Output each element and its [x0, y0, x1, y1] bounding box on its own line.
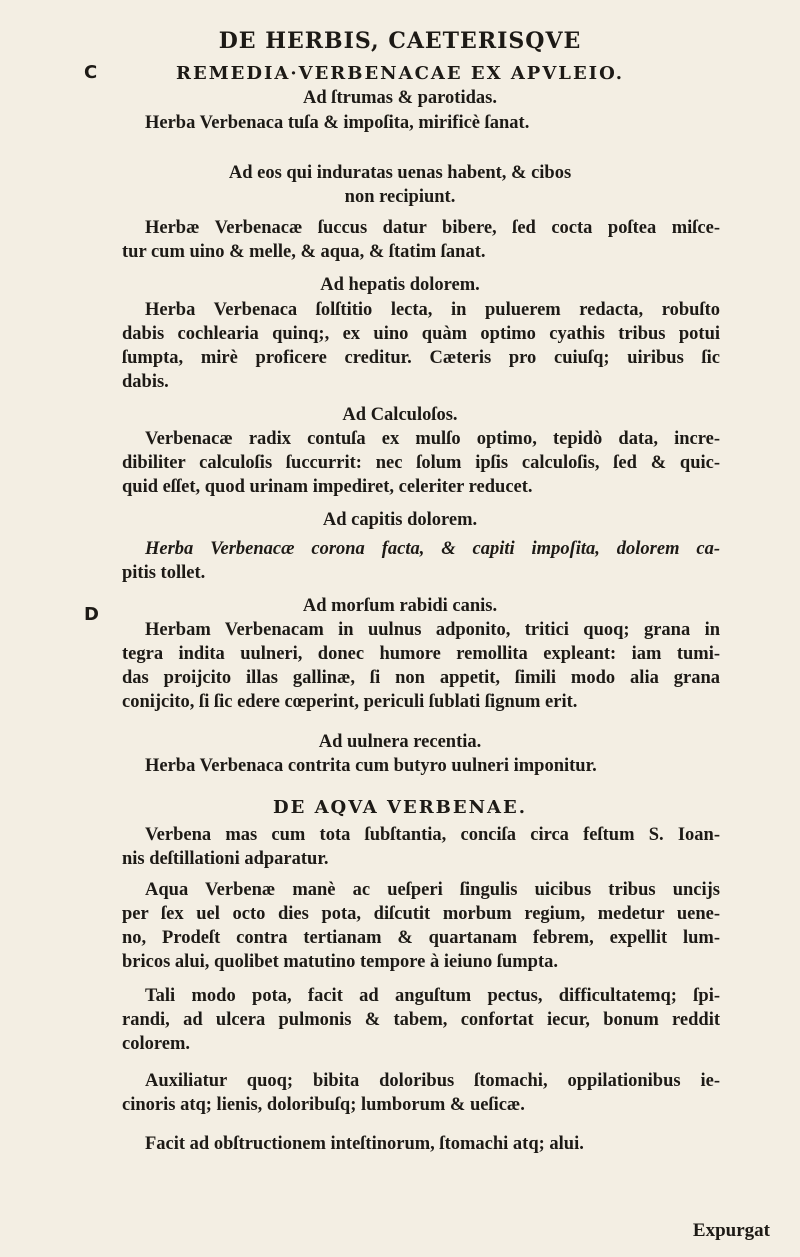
paragraph-line: Herba Verbenaca contrita cum butyro uulneri imponitur. [145, 756, 597, 776]
paragraph-line: Herba Verbenaca tuſa & impoſita, mirificè ſanat. [145, 113, 530, 133]
paragraph-line: Herbam Verbenacam in uulnus adponito, tritici quoq; grana in [145, 620, 720, 640]
paragraph-line: dibiliter calculoſis ſuccurrit: nec ſolum ipſis calculoſis, ſed & quic- [122, 453, 720, 473]
margin-letter-d: D [84, 604, 99, 625]
heading-capitis: Ad capitis dolorem. [322, 510, 478, 530]
paragraph-line: Facit ad obſtructionem inteſtinorum, ſtomachi atq; alui. [145, 1134, 584, 1154]
paragraph-line: tur cum uino & melle, & aqua, & ſtatim ſanat. [122, 242, 486, 262]
paragraph-line: Verbenacæ radix contuſa ex mulſo optimo, tepidò data, incre- [145, 429, 720, 449]
paragraph-line: conijcito, ſi ſic edere cœperint, periculi ſublati ſignum erit. [122, 692, 578, 712]
paragraph-line: ſumpta, mirè proficere creditur. Cæteris pro cuiuſq; uiribus ſic [122, 348, 720, 368]
paragraph-line: bricos alui, quolibet matutino tempore à ieiuno ſumpta. [122, 952, 558, 972]
paragraph-line: Verbena mas cum tota ſubſtantia, conciſa circa feſtum S. Ioan- [145, 825, 720, 845]
heading-hepatis: Ad hepatis dolorem. [320, 275, 480, 295]
paragraph-line: colorem. [122, 1034, 190, 1054]
paragraph-line: Tali modo pota, facit ad anguſtum pectus, difficultatemq; ſpi- [145, 986, 720, 1006]
paragraph-line: randi, ad ulcera pulmonis & tabem, confortat iecur, bonum reddit [122, 1010, 720, 1030]
paragraph-line: Herba Verbenaca ſolſtitio lecta, in puluerem redacta, robuſto [145, 300, 720, 320]
paragraph-line: dabis cochlearia quinq;, ex uino quàm optimo cyathis tribus potui [122, 324, 720, 344]
paragraph-line: tegra indita uulneri, donec humore remollita expleant: iam tumi- [122, 644, 720, 664]
margin-letter-c: C [84, 62, 98, 83]
paragraph-line: dabis. [122, 372, 169, 392]
paragraph-line: cinoris atq; lienis, doloribuſq; lumborum & ueſicæ. [122, 1095, 525, 1115]
heading-morsum: Ad morſum rabidi canis. [302, 596, 498, 616]
paragraph-line: no, Prodeſt contra tertianam & quartanam febrem, expellit lum- [122, 928, 720, 948]
paragraph-line: Herbæ Verbenacæ ſuccus datur bibere, ſed cocta poſtea miſce- [145, 218, 720, 238]
paragraph-line: per ſex uel octo dies pota, diſcutit morbum regium, medetur uene- [122, 904, 720, 924]
heading-calculosos: Ad Calculoſos. [342, 405, 458, 425]
paragraph-line: quid eſſet, quod urinam impediret, celeriter reducet. [122, 477, 533, 497]
paragraph-line: Herba Verbenacæ corona facta, & capiti impoſita, dolorem ca- [145, 539, 720, 559]
catchword: Expurgat [692, 1220, 770, 1241]
heading-uulnera: Ad uulnera recentia. [318, 732, 482, 752]
paragraph-line: Auxiliatur quoq; bibita doloribus ſtomachi, oppilationibus ie- [145, 1071, 720, 1091]
heading-induratas: Ad eos qui induratas uenas habent, & cibos [228, 163, 572, 183]
heading-induratas-cont: non recipiunt. [344, 187, 456, 207]
section-title-remedia: REMEDIA·VERBENACAE EX APVLEIO. [176, 63, 624, 84]
paragraph-line: pitis tollet. [122, 563, 206, 583]
paragraph-line: Aqua Verbenæ manè ac ueſperi ſingulis uicibus tribus uncijs [145, 880, 720, 900]
paragraph-line: nis deſtillationi adparatur. [122, 849, 329, 869]
running-head: DE HERBIS, CAETERISQVE [218, 28, 582, 54]
section-title-aqua: DE AQVA VERBENAE. [272, 797, 528, 818]
paragraph-line: das proijcito illas gallinæ, ſi non appetit, ſimili modo alia grana [122, 668, 720, 688]
heading-strumas: Ad ſtrumas & parotidas. [303, 88, 497, 108]
